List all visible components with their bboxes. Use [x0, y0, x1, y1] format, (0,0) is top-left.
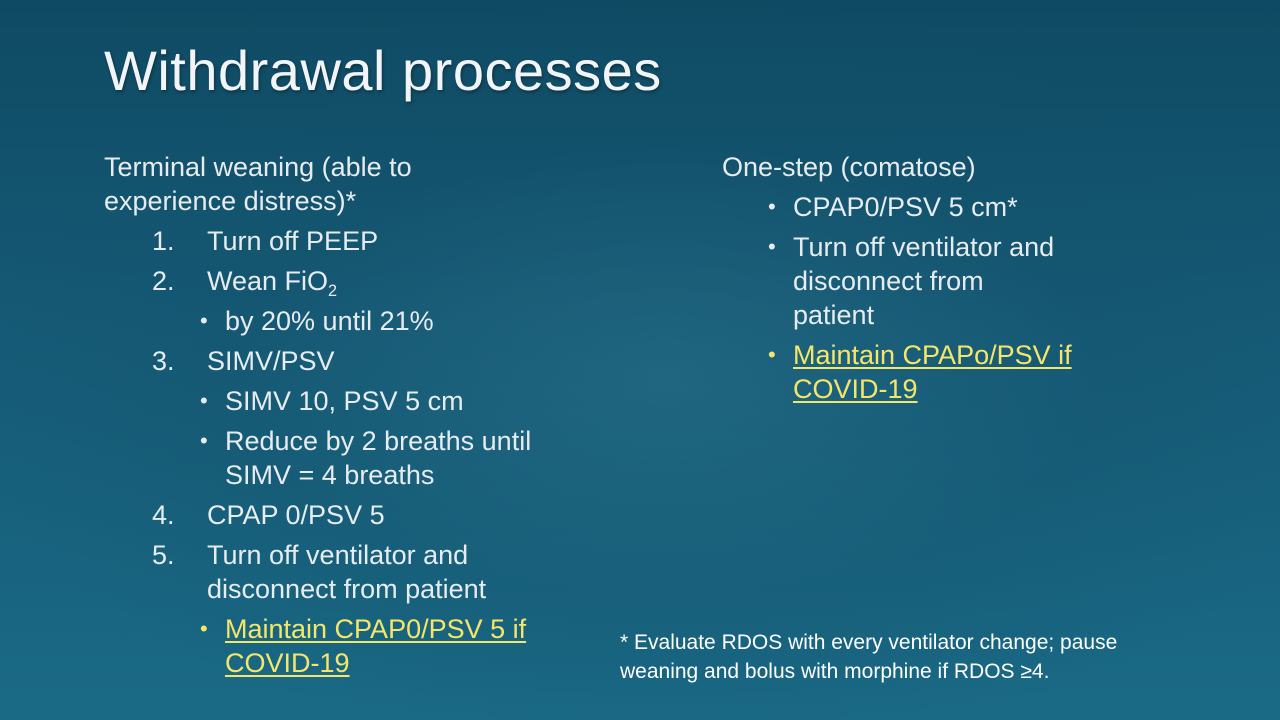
terminal-weaning-column: [104, 150, 624, 680]
step-text: Turn off PEEP: [207, 226, 379, 256]
step-2: [104, 264, 624, 298]
bullet-icon: •: [768, 342, 776, 367]
bullet-icon: •: [200, 428, 208, 453]
covid-link-cont[interactable]: COVID-19: [225, 648, 350, 678]
bullet-icon: •: [768, 234, 776, 259]
bullet-icon: •: [200, 388, 208, 413]
step-text: CPAP 0/PSV 5: [207, 500, 385, 530]
sub-bullet-text: Reduce by 2 breaths until: [225, 426, 532, 456]
covid-link-cont[interactable]: COVID-19: [793, 374, 918, 404]
sub-bullet-text: SIMV 10, PSV 5 cm: [225, 386, 464, 416]
step-3-sublist: [104, 384, 624, 492]
step-text: Turn off ventilator and: [207, 540, 469, 570]
step-5: [104, 538, 624, 606]
slide-title: Withdrawal processes: [104, 39, 662, 102]
step-text: Wean FiO: [207, 266, 329, 296]
footnote-line-1: * Evaluate RDOS with every ventilator change; pause: [620, 631, 1118, 654]
right-bullet-text-cont: disconnect from: [793, 266, 984, 296]
step-1: [104, 224, 624, 258]
step-4: [104, 498, 624, 532]
right-bullet-text-cont: patient: [793, 300, 875, 330]
step-3: [104, 344, 624, 378]
bullet-icon: •: [768, 194, 776, 219]
step-number: 3.: [152, 346, 175, 376]
step-number: 1.: [152, 226, 175, 256]
sub-bullet-text: by 20% until 21%: [225, 306, 434, 336]
footnote: [620, 628, 1180, 686]
right-bullet: [722, 190, 1222, 224]
footnote-line-2: weaning and bolus with morphine if RDOS ≥4.: [620, 660, 1050, 683]
right-bullet-text: Turn off ventilator and: [793, 232, 1055, 262]
sub-bullet: [104, 384, 624, 418]
sub-bullet-text-cont: SIMV = 4 breaths: [225, 460, 435, 490]
step-text-cont: disconnect from patient: [207, 574, 487, 604]
step-5-sublist: [104, 612, 624, 680]
bullet-icon: •: [200, 616, 208, 641]
bullet-icon: •: [200, 308, 208, 333]
terminal-weaning-heading: [104, 150, 624, 218]
covid-bullet: [104, 612, 624, 680]
step-text: SIMV/PSV: [207, 346, 335, 376]
right-bullet: [722, 230, 1222, 332]
heading-line-2: experience distress)*: [104, 186, 357, 216]
step-number: 5.: [152, 540, 175, 570]
step-number: 2.: [152, 266, 175, 296]
right-bullet-text: CPAP0/PSV 5 cm*: [793, 192, 1018, 222]
heading-line-1: Terminal weaning (able to: [104, 152, 412, 182]
step-number: 4.: [152, 500, 175, 530]
one-step-heading: One-step (comatose): [722, 152, 976, 182]
covid-link[interactable]: Maintain CPAP0/PSV 5 if: [225, 614, 527, 644]
one-step-column: [722, 150, 1222, 406]
sub-bullet: [104, 304, 624, 338]
sub-bullet: [104, 424, 624, 492]
step-2-sublist: [104, 304, 624, 338]
fio2-subscript: 2: [328, 282, 338, 300]
covid-bullet: [722, 338, 1222, 406]
covid-link[interactable]: Maintain CPAPo/PSV if: [793, 340, 1072, 370]
